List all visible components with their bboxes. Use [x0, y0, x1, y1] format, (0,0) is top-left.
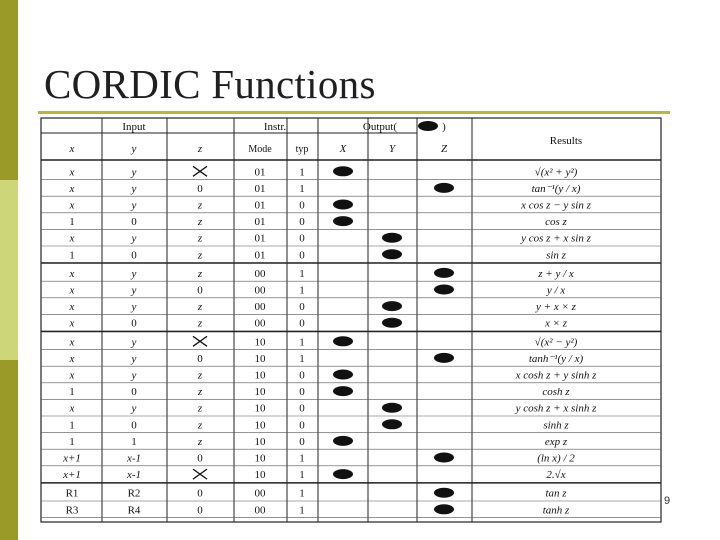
input-x: R3 — [65, 504, 79, 517]
column-header-z: Z — [440, 143, 448, 155]
input-x: 1 — [69, 386, 75, 399]
type-value: 0 — [299, 301, 305, 314]
input-y: 0 — [131, 216, 137, 229]
output-marker-x — [333, 216, 353, 226]
input-y: y — [131, 369, 137, 382]
result-expression: x cos z − y sin z — [521, 199, 591, 212]
input-z: 0 — [197, 182, 203, 195]
input-x: 1 — [69, 419, 75, 432]
result-expression: sinh z — [543, 419, 569, 432]
column-header-y: y — [131, 143, 137, 155]
input-y: y — [131, 336, 137, 349]
result-expression: cos z — [545, 216, 567, 229]
input-y: R4 — [127, 504, 141, 517]
mode-value: 01 — [254, 166, 266, 179]
input-x: x — [69, 336, 75, 349]
type-value: 0 — [299, 386, 305, 399]
type-value: 1 — [299, 267, 305, 280]
input-y: x-1 — [126, 452, 142, 465]
result-expression: y / x — [546, 284, 566, 297]
input-x: x — [69, 284, 75, 297]
header-results: Results — [549, 135, 583, 147]
type-value: 0 — [299, 317, 305, 330]
output-marker-y — [382, 403, 402, 413]
mode-value: 00 — [254, 504, 266, 517]
input-x: x — [69, 352, 75, 365]
type-value: 1 — [299, 487, 305, 500]
output-marker-z — [434, 183, 454, 193]
input-y: y — [131, 402, 137, 415]
type-value: 1 — [299, 352, 305, 365]
input-z: z — [197, 419, 203, 432]
input-y: 0 — [131, 249, 137, 262]
column-header-y: Y — [388, 143, 396, 155]
mode-value: 10 — [254, 352, 266, 365]
mode-value: 01 — [254, 249, 266, 262]
result-expression: tan z — [545, 487, 567, 500]
output-marker-y — [382, 301, 402, 311]
input-z: 0 — [197, 352, 203, 365]
input-x: x — [69, 267, 75, 280]
dont-care-cross-icon — [193, 166, 207, 176]
mode-value: 00 — [254, 267, 266, 280]
result-expression: x × z — [544, 317, 568, 330]
input-y: 0 — [131, 419, 137, 432]
dont-care-cross-icon — [193, 469, 207, 479]
column-header-mode: Mode — [248, 144, 272, 155]
header-output: Output( — [362, 121, 398, 133]
mode-value: 00 — [254, 284, 266, 297]
header-instr: Instr. — [263, 121, 287, 133]
input-y: y — [131, 352, 137, 365]
input-z: z — [197, 249, 203, 262]
type-value: 0 — [299, 216, 305, 229]
column-header-z: z — [197, 143, 203, 155]
mode-value: 10 — [254, 435, 266, 448]
output-marker-x — [333, 370, 353, 380]
input-y: y — [131, 166, 137, 179]
type-value: 0 — [299, 435, 305, 448]
output-marker-z — [434, 268, 454, 278]
input-z: z — [197, 232, 203, 245]
mode-value: 10 — [254, 336, 266, 349]
input-y: 0 — [131, 386, 137, 399]
mode-value: 10 — [254, 419, 266, 432]
input-x: x — [69, 317, 75, 330]
dont-care-cross-icon — [193, 336, 207, 346]
input-x: x — [69, 301, 75, 314]
input-z: z — [197, 317, 203, 330]
type-value: 1 — [299, 452, 305, 465]
type-value: 1 — [299, 336, 305, 349]
type-value: 1 — [299, 182, 305, 195]
result-expression: exp z — [544, 435, 568, 448]
output-marker-z — [434, 504, 454, 514]
output-marker-x — [333, 336, 353, 346]
input-z: z — [197, 386, 203, 399]
input-z: 0 — [197, 504, 203, 517]
column-header-x: x — [69, 143, 75, 155]
input-y: y — [131, 284, 137, 297]
result-expression: y cos z + x sin z — [521, 232, 591, 245]
result-expression: √(x² − y²) — [534, 336, 578, 349]
mode-value: 01 — [254, 182, 266, 195]
input-x: x — [69, 402, 75, 415]
mode-value: 10 — [254, 402, 266, 415]
output-marker-y — [382, 419, 402, 429]
output-marker-z — [434, 488, 454, 498]
input-x: x — [69, 182, 75, 195]
input-y: y — [131, 301, 137, 314]
mode-value: 00 — [254, 487, 266, 500]
type-value: 1 — [299, 469, 305, 482]
type-value: 1 — [299, 504, 305, 517]
mode-value: 10 — [254, 469, 266, 482]
output-marker-y — [382, 233, 402, 243]
type-value: 0 — [299, 369, 305, 382]
result-expression: tanh⁻¹(y / x) — [528, 352, 584, 365]
input-y: R2 — [127, 487, 141, 500]
input-x: x — [69, 369, 75, 382]
mode-value: 10 — [254, 369, 266, 382]
type-value: 0 — [299, 199, 305, 212]
input-z: z — [197, 435, 203, 448]
input-z: z — [197, 369, 203, 382]
mode-value: 01 — [254, 232, 266, 245]
result-expression: sin z — [546, 249, 566, 262]
input-z: 0 — [197, 487, 203, 500]
output-marker-y — [382, 249, 402, 259]
type-value: 0 — [299, 419, 305, 432]
result-expression: z + y / x — [538, 267, 574, 280]
mode-value: 10 — [254, 452, 266, 465]
output-marker-y — [382, 318, 402, 328]
input-y: y — [131, 232, 137, 245]
input-x: x — [69, 166, 75, 179]
output-marker-x — [333, 469, 353, 479]
type-value: 1 — [299, 284, 305, 297]
column-header-x: X — [339, 143, 347, 155]
mode-value: 01 — [254, 216, 266, 229]
output-marker-x — [333, 436, 353, 446]
input-x: x — [69, 199, 75, 212]
result-expression: cosh z — [542, 386, 570, 399]
output-marker-x — [333, 166, 353, 176]
type-value: 0 — [299, 402, 305, 415]
input-z: z — [197, 267, 203, 280]
output-marker-x — [333, 200, 353, 210]
input-z: z — [197, 301, 203, 314]
type-value: 1 — [299, 166, 305, 179]
result-expression: x cosh z + y sinh z — [515, 369, 597, 382]
output-marker-z — [434, 353, 454, 363]
result-expression: (ln x) / 2 — [537, 452, 575, 465]
output-marker-z — [434, 285, 454, 295]
input-x: 1 — [69, 435, 75, 448]
input-z: 0 — [197, 284, 203, 297]
result-expression: √(x² + y²) — [534, 166, 578, 179]
input-y: 1 — [131, 435, 137, 448]
input-y: y — [131, 199, 137, 212]
output-dot-icon — [418, 121, 438, 131]
mode-value: 00 — [254, 317, 266, 330]
slide-title: CORDIC Functions — [44, 61, 376, 107]
input-y: x-1 — [126, 469, 142, 482]
mode-value: 10 — [254, 386, 266, 399]
column-header-typ: typ — [295, 144, 309, 155]
header-input: Input — [122, 121, 146, 133]
page-number: 9 — [664, 495, 671, 507]
input-y: y — [131, 267, 137, 280]
input-y: y — [131, 182, 137, 195]
input-x: x+1 — [63, 469, 81, 482]
input-y: 0 — [131, 317, 137, 330]
input-z: z — [197, 216, 203, 229]
input-z: 0 — [197, 452, 203, 465]
output-marker-z — [434, 453, 454, 463]
output-marker-x — [333, 386, 353, 396]
mode-value: 01 — [254, 199, 266, 212]
result-expression: 2.√x — [546, 469, 566, 482]
input-x: R1 — [65, 487, 79, 500]
input-x: x — [69, 232, 75, 245]
input-z: z — [197, 402, 203, 415]
input-x: 1 — [69, 216, 75, 229]
type-value: 0 — [299, 249, 305, 262]
input-x: 1 — [69, 249, 75, 262]
type-value: 0 — [299, 232, 305, 245]
result-expression: tanh z — [542, 504, 570, 517]
result-expression: tan⁻¹(y / x) — [531, 182, 581, 195]
input-x: x+1 — [63, 452, 81, 465]
result-expression: y + x × z — [536, 301, 576, 314]
mode-value: 00 — [254, 301, 266, 314]
result-expression: y cosh z + x sinh z — [515, 402, 597, 415]
header-output-paren: ) — [442, 121, 446, 133]
input-z: z — [197, 199, 203, 212]
